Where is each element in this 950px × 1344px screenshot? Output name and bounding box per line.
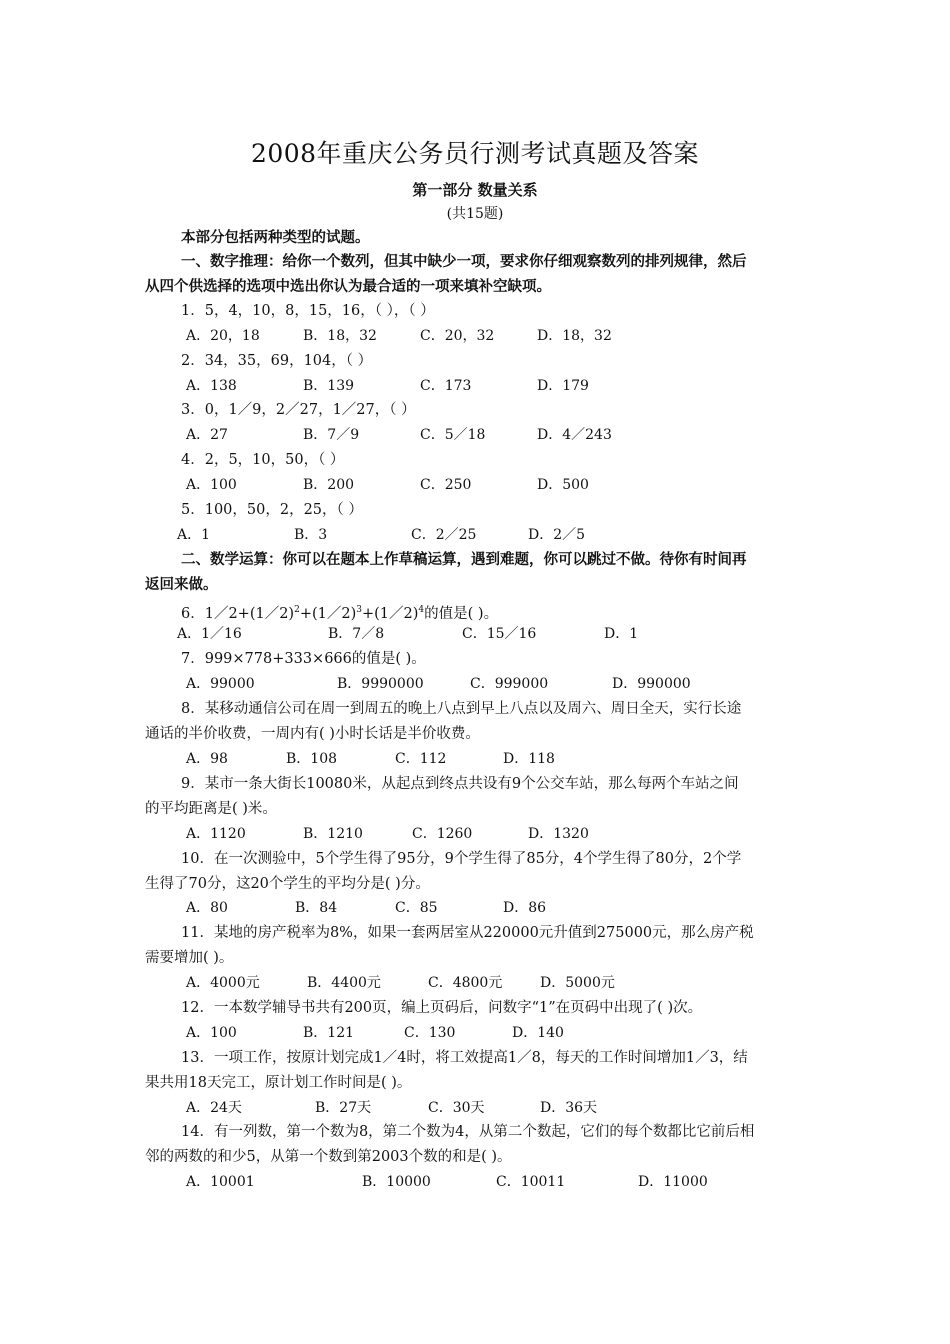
question-11-option-a: A．4000元 (186, 975, 260, 991)
section-intro: 本部分包括两种类型的试题。 (181, 229, 370, 246)
question-10-option-c: C．85 (395, 900, 438, 916)
question-3-text: 3．0，1／9，2／27，1／27，（ ） (181, 402, 416, 418)
question-8-option-d: D．118 (503, 751, 555, 767)
question-7-option-b: B．9990000 (337, 676, 424, 692)
question-14-option-a: A．10001 (186, 1174, 255, 1190)
question-7-option-c: C．999000 (470, 676, 549, 692)
question-11-option-d: D．5000元 (540, 975, 615, 991)
question-1-option-c: C．20，32 (420, 328, 495, 344)
question-2-option-b: B．139 (303, 378, 355, 394)
question-14-text-line1: 14．有一列数，第一个数为8，第二个数为4，从第二个数起，它们的每个数都比它前后相 (181, 1124, 755, 1140)
question-12-option-c: C．130 (404, 1025, 456, 1041)
question-7-option-a: A．99000 (186, 676, 255, 692)
question-2-text: 2．34，35，69，104，（ ） (181, 353, 373, 369)
question-9-text-line1: 9．某市一条大街长10080米，从起点到终点共设有9个公交车站，那么每两个车站之间 (181, 776, 739, 792)
question-11-text-line2: 需要增加( )。 (145, 950, 234, 966)
question-7-text: 7．999×778+333×666的值是( )。 (181, 651, 426, 667)
section2-instruction-line2: 返回来做。 (145, 576, 218, 593)
question-1-option-d: D．18，32 (537, 328, 612, 344)
question-1-option-a: A．20，18 (186, 328, 260, 344)
question-1-option-b: B．18，32 (303, 328, 377, 344)
question-8-option-a: A．98 (186, 751, 228, 767)
question-6-part: +(1／2) (299, 606, 357, 622)
question-13-text-line1: 13．一项工作，按原计划完成1／4时，将工效提高1／8，每天的工作时间增加1／3，结 (181, 1050, 748, 1066)
question-11-option-c: C．4800元 (428, 975, 503, 991)
question-4-option-b: B．200 (303, 477, 355, 493)
question-10-text-line2: 生得了70分，这20个学生的平均分是( )分。 (145, 876, 430, 892)
question-2-option-c: C．173 (420, 378, 472, 394)
question-4-text: 4．2，5，10，50，（ ） (181, 452, 345, 468)
question-5-option-c: C．2／25 (411, 527, 477, 543)
question-6-option-c: C．15／16 (462, 626, 537, 642)
question-6-text (181, 600, 498, 624)
question-7-option-d: D．990000 (612, 676, 691, 692)
question-9-option-c: C．1260 (412, 826, 473, 842)
question-12-text: 12．一本数学辅导书共有200页，编上页码后，问数字“1”在页码中出现了( )次。 (181, 1000, 703, 1016)
section2-instruction-line1: 二、数学运算：你可以在题本上作草稿运算，遇到难题，你可以跳过不做。待你有时间再 (181, 551, 747, 568)
question-6-part: +(1／2) (361, 606, 419, 622)
question-9-option-d: D．1320 (528, 826, 589, 842)
question-8-option-c: C．112 (395, 751, 447, 767)
question-12-option-a: A．100 (186, 1025, 237, 1041)
question-6-option-a: A．1／16 (177, 626, 242, 642)
question-11-text-line1: 11．某地的房产税率为8%，如果一套两居室从220000元升值到275000元，那么房产税 (181, 925, 754, 941)
question-13-option-b: B．27天 (315, 1100, 372, 1116)
question-14-text-line2: 邻的两数的和少5，从第一个数到第2003个数的和是( )。 (145, 1149, 512, 1165)
question-5-text: 5．100，50，2，25，（ ） (181, 502, 363, 518)
question-13-option-c: C．30天 (428, 1100, 485, 1116)
question-1-text: 1．5，4，10，8，15，16，（ ），（ ） (181, 303, 435, 319)
question-5-option-b: B．3 (294, 527, 328, 543)
question-6-option-d: D．1 (604, 626, 639, 642)
question-2-option-a: A．138 (186, 378, 237, 394)
question-8-text-line1: 8．某移动通信公司在周一到周五的晚上八点到早上八点以及周六、周日全天，实行长途 (181, 701, 742, 717)
question-3-option-d: D．4／243 (537, 427, 612, 443)
question-13-option-d: D．36天 (540, 1100, 598, 1116)
question-9-text-line2: 的平均距离是( )米。 (145, 801, 277, 817)
exponent: 3 (356, 605, 362, 615)
question-14-option-b: B．10000 (362, 1174, 431, 1190)
question-6-option-b: B．7／8 (328, 626, 385, 642)
part-heading: 第一部分 数量关系 (412, 181, 538, 199)
question-4-option-d: D．500 (537, 477, 589, 493)
question-9-option-a: A．1120 (186, 826, 246, 842)
question-6-part: 的值是( )。 (424, 606, 499, 622)
question-10-option-b: B．84 (295, 900, 338, 916)
question-13-option-a: A．24天 (186, 1100, 242, 1116)
question-14-option-c: C．10011 (496, 1174, 566, 1190)
question-5-option-d: D．2／5 (528, 527, 586, 543)
question-9-option-b: B．1210 (303, 826, 363, 842)
question-10-option-a: A．80 (186, 900, 228, 916)
question-12-option-b: B．121 (303, 1025, 355, 1041)
question-3-option-a: A．27 (186, 427, 228, 443)
question-10-text-line1: 10．在一次测验中，5个学生得了95分，9个学生得了85分，4个学生得了80分，2个学 (181, 851, 742, 867)
document-title: 2008年重庆公务员行测考试真题及答案 (250, 139, 700, 168)
question-8-option-b: B．108 (286, 751, 338, 767)
question-6-part: 6．1／2+(1／2) (181, 606, 295, 622)
question-10-option-d: D．86 (503, 900, 547, 916)
question-14-option-d: D．11000 (638, 1174, 708, 1190)
question-5-option-a: A．1 (177, 527, 211, 543)
question-13-text-line2: 果共用18天完工，原计划工作时间是( )。 (145, 1075, 412, 1091)
question-3-option-c: C．5／18 (420, 427, 486, 443)
section1-instruction-line2: 从四个供选择的选项中选出你认为最合适的一项来填补空缺项。 (145, 278, 551, 295)
exponent: 4 (418, 605, 425, 615)
question-count: (共15题) (446, 206, 504, 222)
question-8-text-line2: 通话的半价收费，一周内有( )小时长话是半价收费。 (145, 726, 480, 742)
section1-instruction-line1: 一、数字推理：给你一个数列，但其中缺少一项，要求你仔细观察数列的排列规律，然后 (181, 253, 747, 270)
question-11-option-b: B．4400元 (307, 975, 381, 991)
question-2-option-d: D．179 (537, 378, 589, 394)
exponent: 2 (294, 605, 300, 615)
question-3-option-b: B．7／9 (303, 427, 360, 443)
question-12-option-d: D．140 (512, 1025, 564, 1041)
question-4-option-c: C．250 (420, 477, 472, 493)
question-4-option-a: A．100 (186, 477, 237, 493)
